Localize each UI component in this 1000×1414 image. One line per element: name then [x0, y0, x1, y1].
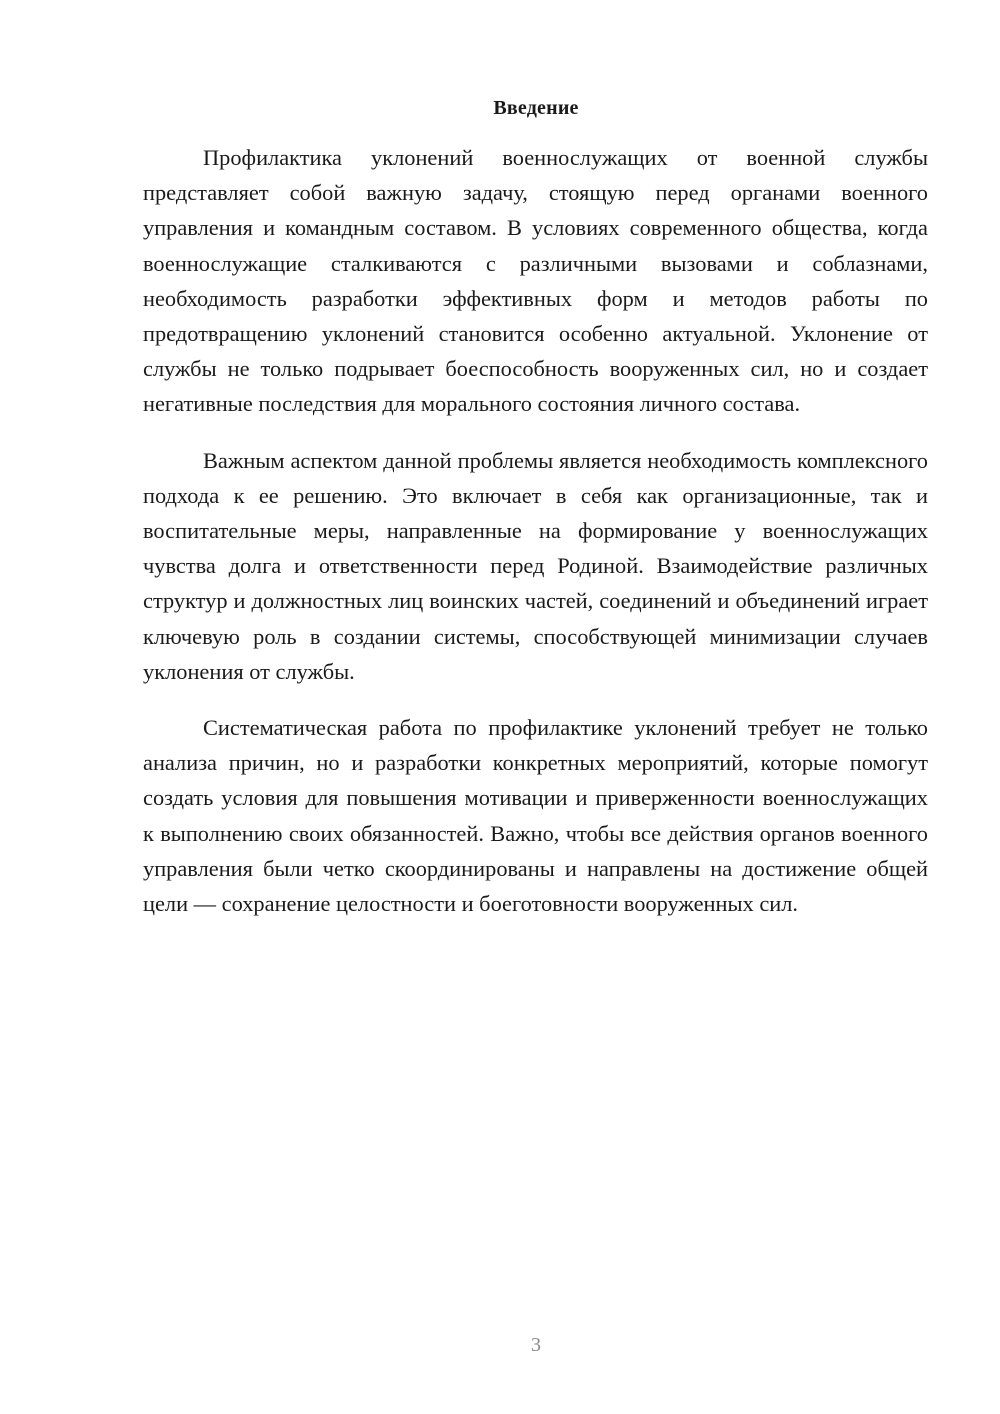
paragraph-3: Систематическая работа по профилактике уклонений требует не только анализа причин, но и разработки конкретных мероприятий, которые помогут создать условия для повышения мотивации и приверженности военнослужащих к выполнению своих обязанностей. Важно, чтобы все действия органов военного управления были четко скоординированы и направлены на достижение общей цели — сохранение целостности и боеготовности вооруженных сил.	[143, 715, 928, 917]
paragraph-2: Важным аспектом данной проблемы является необходимость комплексного подхода к ее решению. Это включает в себя как организационные, так и воспитательные меры, направленные на формирование у военнослужащих чувства долга и ответственности перед Родиной. Взаимодействие различных структур и должностных лиц воинских частей, соединений и объединений играет ключевую роль в создании системы, способствующей минимизации случаев уклонения от службы.	[143, 447, 928, 684]
page-number: 3	[531, 1334, 541, 1356]
page-title: Введение	[493, 97, 579, 119]
paragraph-1: Профилактика уклонений военнослужащих от военной службы представляет собой важную задачу, стоящую перед органами военного управления и командным составом. В условиях современного общества, когда военнослужащие сталкиваются с различными вызовами и соблазнами, необходимость разработки эффективных форм и методов работы по предотвращению уклонений становится особенно актуальной. Уклонение от службы не только подрывает боеспособность вооруженных сил, но и создает негативные последствия для морального состояния личного состава.	[143, 145, 928, 417]
document-body	[143, 140, 928, 942]
